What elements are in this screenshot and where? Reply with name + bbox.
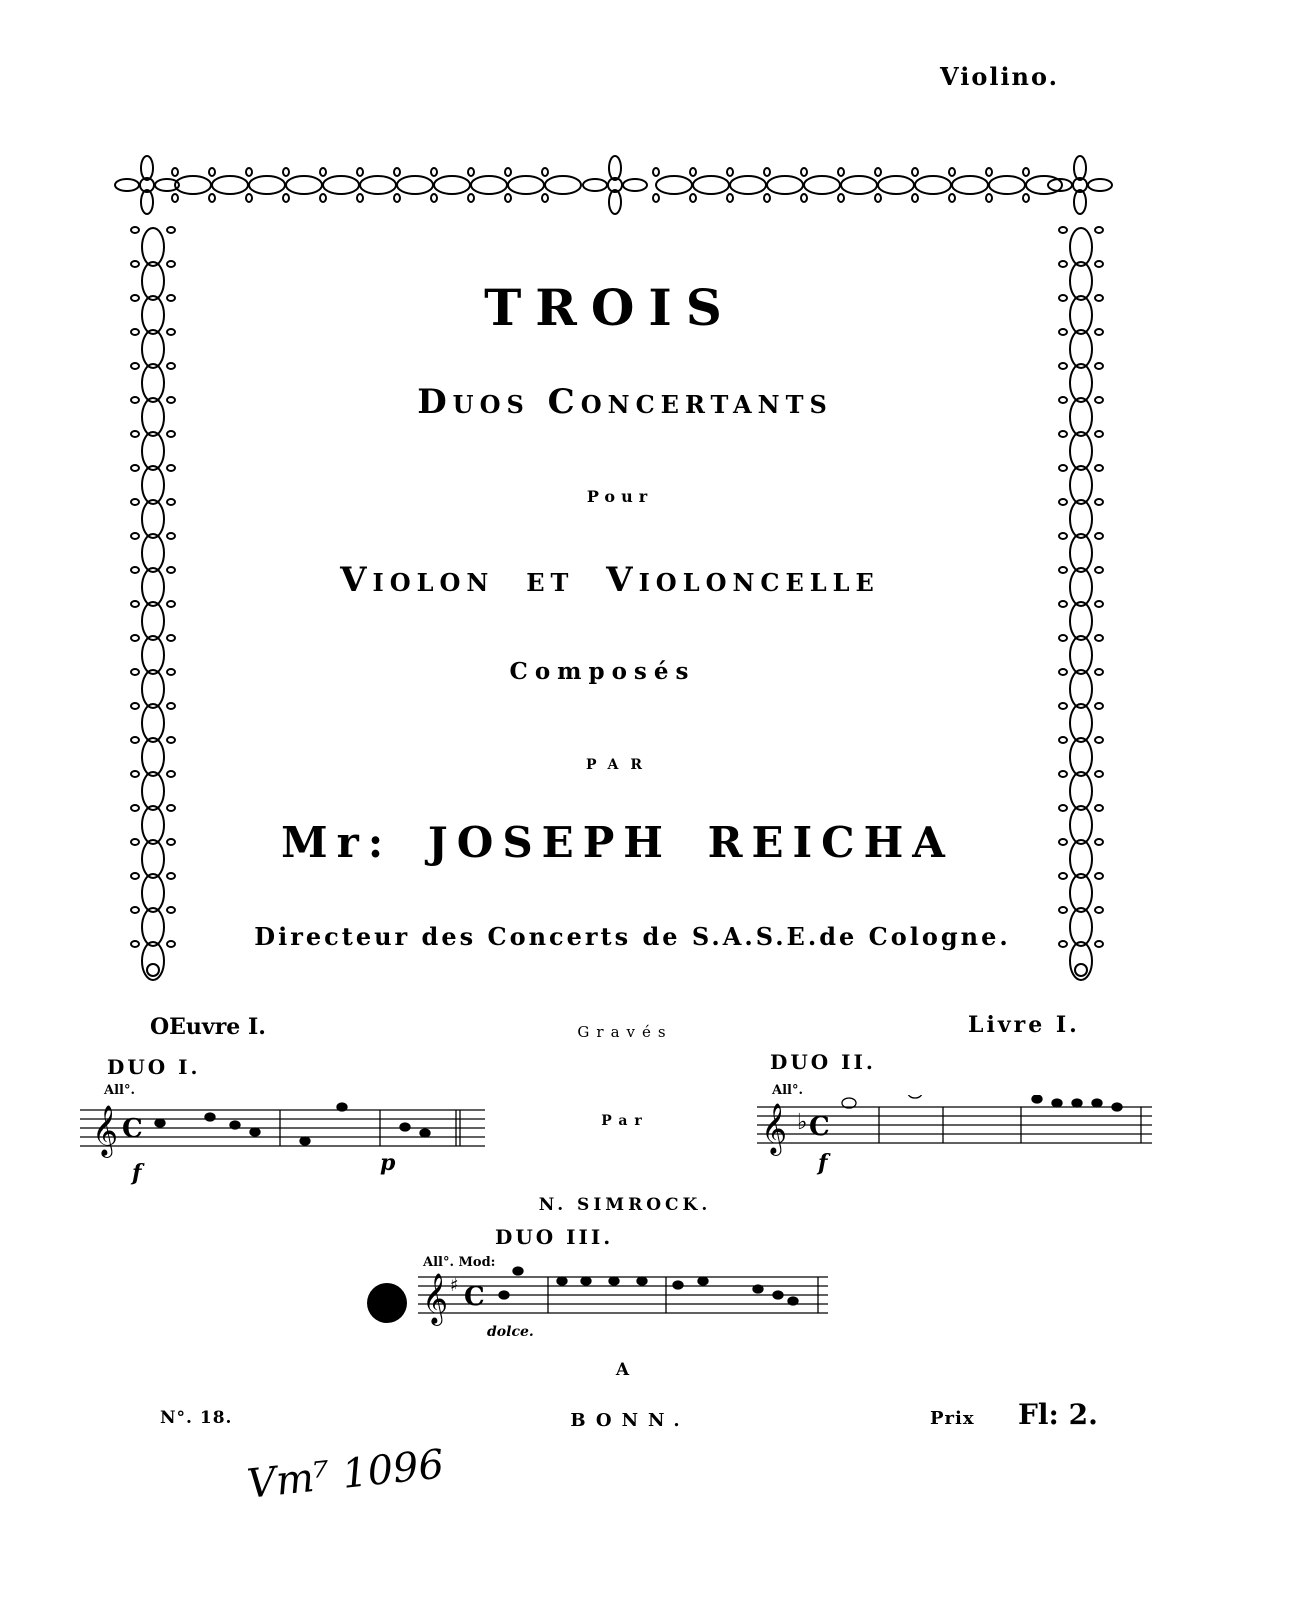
a-label: A [615,1360,630,1380]
corner-flower-icon [115,156,179,214]
duo-2-staff [757,1095,1157,1185]
title-duos-concertants: Duos Concertants [417,382,833,422]
graves-label: Gravés [577,1023,673,1041]
svg-text:C: C [809,1112,830,1142]
svg-text:♭: ♭ [797,1110,808,1135]
duo-1-staff [80,1095,490,1185]
duo-1-dynamic-p: p [380,1150,396,1176]
price-label: Prix [930,1408,975,1429]
svg-text:C: C [122,1114,143,1144]
duo-1-dynamic-f: f [132,1160,142,1186]
duo-3-dynamic-dolce: dolce. [487,1324,534,1340]
title-par: PAR [585,757,654,773]
price-value: Fl: 2. [1018,1398,1098,1431]
duo-2-tempo: All°. [772,1083,803,1098]
composer-name: Mr: JOSEPH REICHA [281,818,954,867]
part-label: Violino. [940,62,1059,91]
opus-number: OEuvre I. [150,1014,266,1040]
ink-dot [367,1283,407,1323]
title-composes: Composés [509,658,696,685]
title-trois: TROIS [484,278,736,337]
duo-2-title: DUO II. [770,1050,876,1074]
handwritten-shelfmark: Vm⁷ 1096 [245,1441,447,1508]
duo-3-title: DUO III. [495,1225,614,1249]
treble-clef-icon: 𝄞 [761,1103,788,1154]
corner-flower-icon [1048,156,1112,214]
composer-position: Directeur des Concerts de S.A.S.E.de Cologne. [254,922,1011,951]
publisher-name: N. SIMROCK. [538,1195,712,1215]
city-name: BONN. [570,1410,690,1431]
treble-clef-icon: 𝄞 [92,1105,119,1156]
svg-text:♯: ♯ [450,1275,459,1296]
duo-2-dynamic-f: f [818,1150,828,1176]
par-label: Par [601,1113,649,1129]
duo-1-title: DUO I. [107,1055,201,1079]
duo-3-tempo: All°. Mod: [423,1255,496,1270]
svg-text:C: C [464,1282,485,1312]
treble-clef-icon: 𝄞 [422,1273,449,1324]
title-instruments: Violon et Violoncelle [340,560,880,600]
duo-1-tempo: All°. [104,1083,135,1098]
title-pour: Pour [586,487,654,506]
livre-number: Livre I. [968,1012,1080,1038]
duo-3-staff [418,1265,833,1350]
center-flower-icon [583,156,647,214]
plate-number: N°. 18. [160,1408,233,1428]
